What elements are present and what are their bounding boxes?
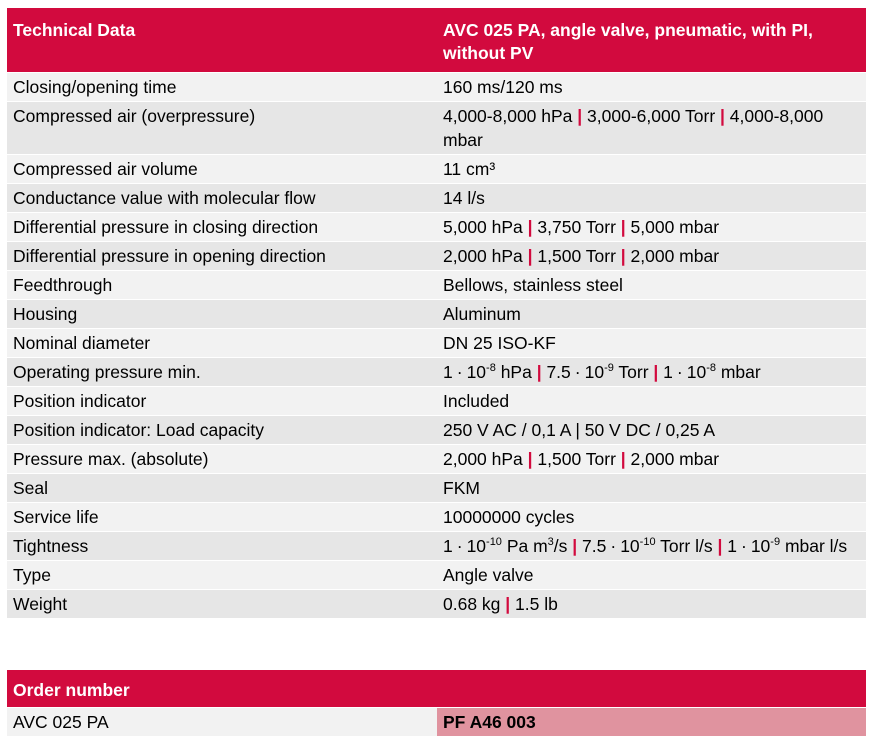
spec-value-part: 3,000-6,000 Torr [587,106,716,126]
spec-value-part: 2,000 mbar [630,246,720,266]
spec-value [437,445,866,474]
spec-value: DN 25 ISO-KF [437,329,866,358]
unit-exponent: 3 [547,536,554,549]
separator: | [522,449,538,469]
spec-row [7,271,866,300]
mantissa: 7.5 [546,362,571,382]
unit: Torr l/s [660,536,713,556]
order-row [7,708,866,737]
spec-value: Included [437,387,866,416]
spec-value: $1 \cdot 10^{-10}$ Pa $m^3/s$ | $7.5 \cdot 10^{-10}$ Torr l/s | $1 \cdot 10^{-9}$ mbar l/s [437,532,866,561]
mantissa: 1 [443,362,453,382]
spec-value: 10000000 cycles [437,503,866,532]
multiply-dot: · [676,362,683,382]
spec-name: Compressed air (overpressure) [7,102,437,155]
separator: | [648,362,664,382]
separator: | [522,217,538,237]
spec-name: Seal [7,474,437,503]
exponent: -10 [639,536,656,549]
spec-row [7,561,866,590]
multiply-dot: · [456,362,463,382]
order-number-header [7,670,866,708]
spec-value [437,213,866,242]
separator: | [615,449,631,469]
spec-row [7,532,866,561]
unit: Torr [618,362,649,382]
spec-row [7,590,866,619]
spec-row [7,213,866,242]
spec-row [7,329,866,358]
spec-value: 14 l/s [437,184,866,213]
spec-value-part: 1.5 lb [515,594,558,614]
technical-data-body [7,73,866,619]
spec-name: Housing [7,300,437,329]
spec-value: 250 V AC / 0,1 A | 50 V DC / 0,25 A [437,416,866,445]
technical-data-title: Technical Data [7,8,437,73]
spec-value: Bellows, stainless steel [437,271,866,300]
spec-name: Position indicator: Load capacity [7,416,437,445]
mantissa: 1 [727,536,737,556]
unit-tail: /s [553,536,568,556]
separator: | [500,594,516,614]
exponent: -10 [486,536,502,549]
spec-row [7,155,866,184]
separator: | [572,106,588,126]
spec-name: Nominal diameter [7,329,437,358]
spec-value-part: 4,000-8,000 mbar [443,106,824,150]
spec-value-part: 5,000 hPa [443,217,523,237]
spec-value [437,590,866,619]
spec-name: Type [7,561,437,590]
order-product-name: AVC 025 PA [7,708,437,737]
spec-value-part: 0.68 kg [443,594,501,614]
technical-data-header [7,8,866,73]
mantissa: 1 [663,362,673,382]
spec-row [7,184,866,213]
order-number-title: Order number [7,670,866,708]
spec-name: Service life [7,503,437,532]
separator: | [531,362,547,382]
separator: | [712,536,728,556]
technical-data-table [7,8,866,618]
spec-row [7,73,866,102]
separator: | [715,106,730,126]
mantissa: 7.5 [582,536,607,556]
spec-value-part: 4,000-8,000 hPa [443,106,573,126]
order-number-value: PF A46 003 [437,708,866,737]
spec-value: FKM [437,474,866,503]
spec-value [437,242,866,271]
multiply-dot: · [610,536,617,556]
exponent: -8 [486,362,496,375]
unit: Pa m [506,536,548,556]
spec-row [7,242,866,271]
spec-row [7,102,866,155]
spec-value-part: 3,750 Torr [537,217,616,237]
spec-value: Angle valve [437,561,866,590]
spec-name: Conductance value with molecular flow [7,184,437,213]
spec-name: Differential pressure in closing direction [7,213,437,242]
exponent: -9 [770,536,781,549]
exponent: -9 [604,362,614,375]
spec-value-part: 2,000 hPa [443,449,523,469]
spec-value-part: 2,000 mbar [630,449,720,469]
unit: hPa [500,362,532,382]
spec-row [7,416,866,445]
order-number-table [7,670,866,736]
spec-name: Position indicator [7,387,437,416]
spec-row [7,387,866,416]
spec-value-part: 2,000 hPa [443,246,523,266]
spec-row [7,358,866,387]
spec-row [7,300,866,329]
multiply-dot: · [574,362,581,382]
spec-value-part: 1,500 Torr [537,449,616,469]
spec-name: Operating pressure min. [7,358,437,387]
mantissa: 1 [443,536,453,556]
spec-name: Closing/opening time [7,73,437,102]
spec-value-part: 5,000 mbar [630,217,720,237]
spec-name: Pressure max. (absolute) [7,445,437,474]
spec-value: Aluminum [437,300,866,329]
product-title: AVC 025 PA, angle valve, pneumatic, with PI, without PV [437,8,866,73]
exponent: -8 [706,362,716,375]
spec-value-part: 1,500 Torr [537,246,616,266]
separator: | [615,217,631,237]
spec-name: Compressed air volume [7,155,437,184]
spec-row [7,445,866,474]
order-number-body [7,708,866,737]
spec-name: Differential pressure in opening direction [7,242,437,271]
spec-value [437,102,866,155]
spec-name: Feedthrough [7,271,437,300]
unit: mbar [720,362,761,382]
multiply-dot: · [740,536,747,556]
spec-value: 160 ms/120 ms [437,73,866,102]
spec-row [7,503,866,532]
spec-value: 11 cm³ [437,155,866,184]
separator: | [615,246,631,266]
spec-row [7,474,866,503]
multiply-dot: · [456,536,463,556]
separator: | [522,246,538,266]
separator: | [567,536,583,556]
unit: mbar l/s [784,536,848,556]
spec-name: Weight [7,590,437,619]
spec-name: Tightness [7,532,437,561]
spec-value: $1 \cdot 10^{-8}$ hPa | $7.5 \cdot 10^{-9}$ Torr | $1 \cdot 10^{-8}$ mbar [437,358,866,387]
